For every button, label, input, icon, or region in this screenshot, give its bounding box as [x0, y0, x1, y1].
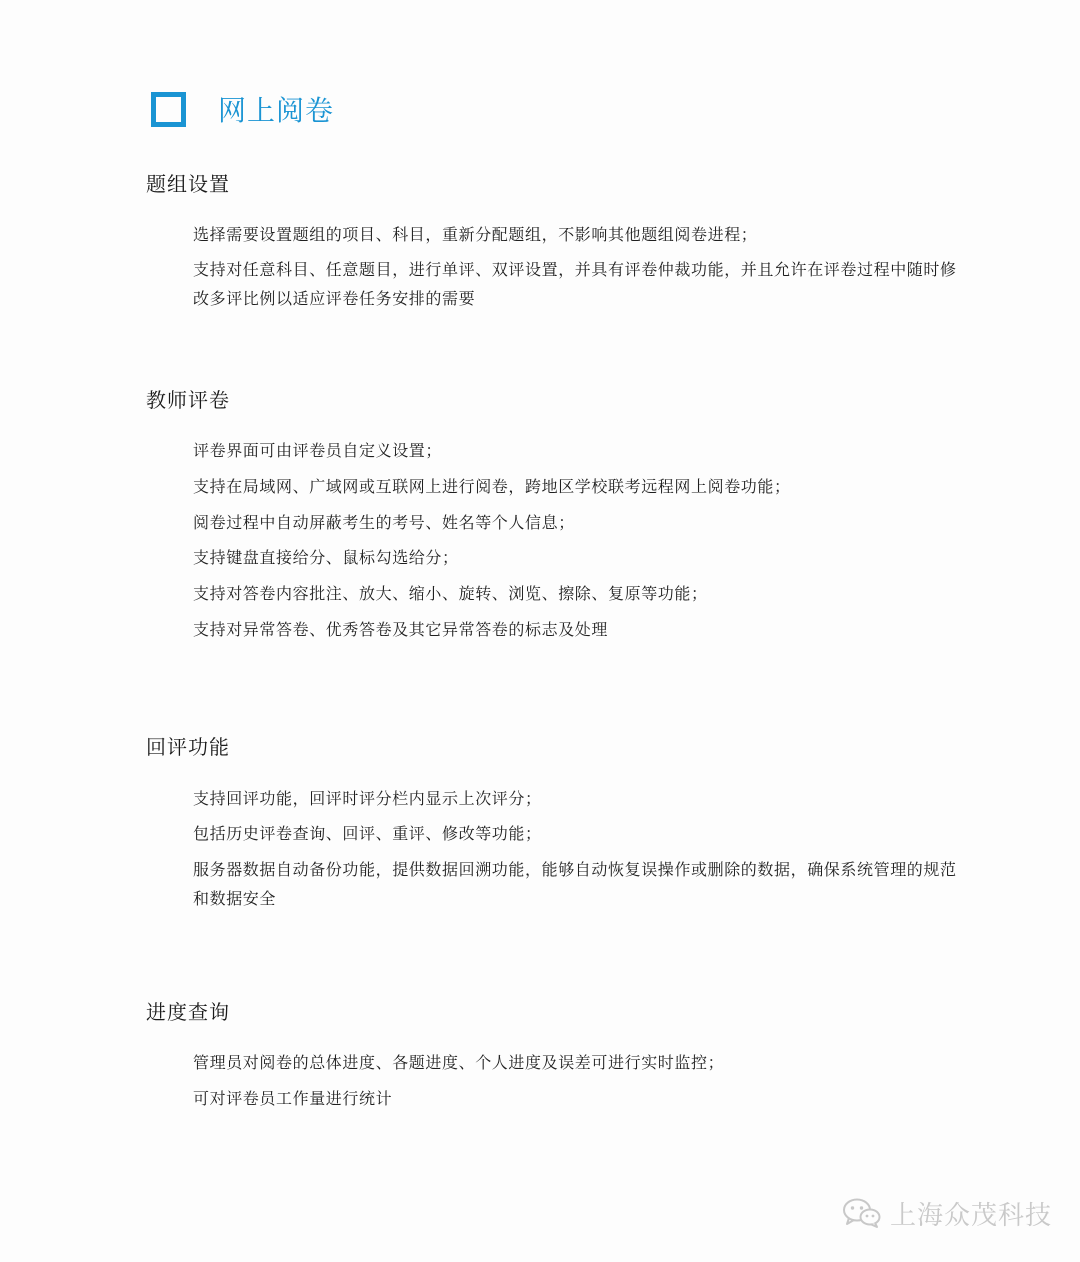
list-item: 包括历史评卷查询、回评、重评、修改等功能；: [193, 824, 542, 843]
section-title: 回评功能: [146, 735, 230, 759]
list-item: 阅卷过程中自动屏蔽考生的考号、姓名等个人信息；: [193, 513, 575, 532]
list-item: 支持对任意科目、任意题目，进行单评、双评设置，并具有评卷仲裁功能，并且允许在评卷过程中随时修改多评比例以适应评卷任务安排的需要: [193, 260, 957, 308]
wechat-icon: [842, 1197, 882, 1229]
list-item: 支持在局域网、广域网或互联网上进行阅卷，跨地区学校联考远程网上阅卷功能；: [193, 477, 791, 496]
watermark: [842, 1194, 1052, 1232]
square-outline-icon: [151, 92, 186, 127]
list-item: 支持对异常答卷、优秀答卷及其它异常答卷的标志及处理: [193, 620, 609, 639]
section-title: 进度查询: [146, 1000, 230, 1024]
list-item: 服务器数据自动备份功能，提供数据回溯功能，能够自动恢复误操作或删除的数据，确保系统管理的规范和数据安全: [193, 860, 957, 908]
list-item: 支持回评功能，回评时评分栏内显示上次评分；: [193, 789, 542, 808]
list-item: 可对评卷员工作量进行统计: [193, 1089, 393, 1108]
section-title: 题组设置: [146, 172, 230, 196]
list-item: 选择需要设置题组的项目、科目，重新分配题组，不影响其他题组阅卷进程；: [193, 225, 758, 244]
list-item: 支持对答卷内容批注、放大、缩小、旋转、浏览、擦除、复原等功能；: [193, 584, 708, 603]
list-item: 评卷界面可由评卷员自定义设置；: [193, 441, 443, 460]
page-header: [151, 88, 334, 130]
watermark-text: 上海众茂科技: [890, 1200, 1053, 1231]
list-item: 管理员对阅卷的总体进度、各题进度、个人进度及误差可进行实时监控；: [193, 1053, 725, 1072]
section-title: 教师评卷: [146, 388, 230, 412]
list-item: 支持键盘直接给分、鼠标勾选给分；: [193, 548, 459, 567]
page-title: 网上阅卷: [218, 94, 335, 127]
